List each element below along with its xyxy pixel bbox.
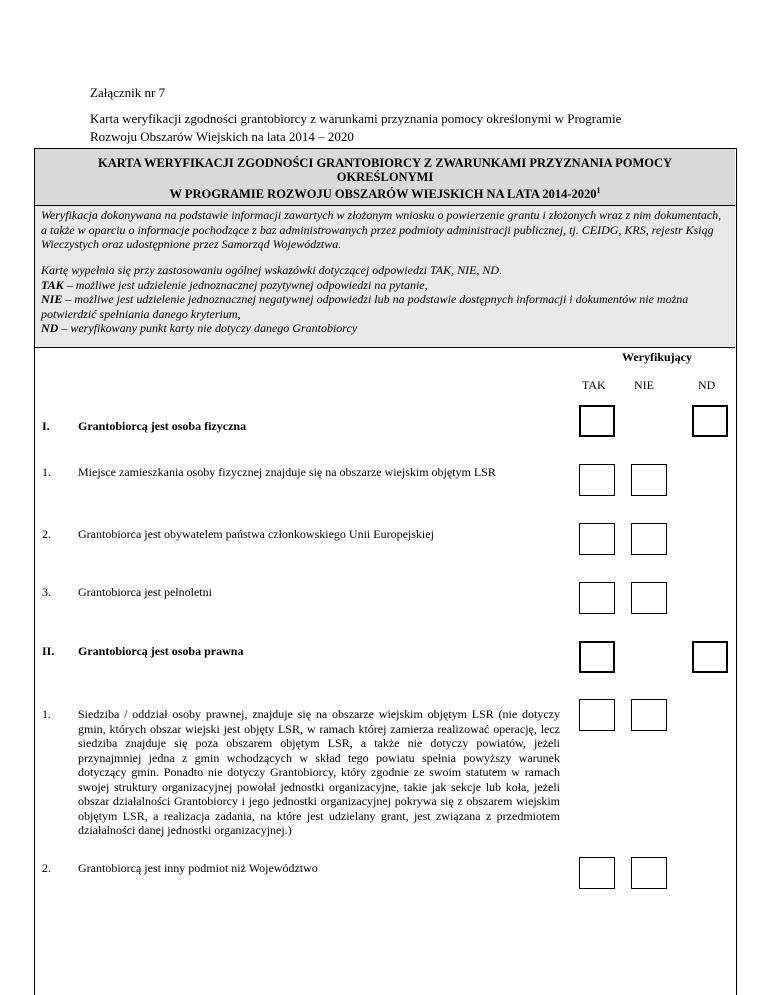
column-nie: NIE — [634, 378, 654, 392]
footnote-mark: 1 — [596, 186, 601, 195]
header-line-2: OKREŚLONYMI — [336, 170, 434, 184]
row-number: 3. — [42, 585, 51, 599]
row-text-1-3: Grantobiorca jest pełnoletni — [78, 585, 212, 599]
nie-term: NIE — [41, 292, 63, 306]
row-number: 2. — [42, 527, 51, 541]
row-text-2-1: Siedziba / oddział osoby prawnej, znajduje się na obszarze wiejskim objętym LSR (nie dotyczy gmin, których obszar wiejski jest objęty LSR, w ramach której zamierza realizować operację, lecz siedziba znajduje się poza obszarem objętym LSR, a także nie dotyczy powiatów, jeżeli przynajmniej jedna z gmin wchodzących w skład tego powiatu spełnia powyższy warunek dotyczący gmin. Ponadto nie dotyczy Grantobiorcy, który zgodnie ze swoim statutem w ramach swojej struktury organizacyjnej powołał jednostki organizacyjne, takie jak sekcje lub koła, jeżeli obszar działalności Grantobiorcy i jego jednostki organizacyjnej pokrywa się z obszarem wiejskim objętym LSR, a realizacja zadania, na które jest udzielany grant, jest związana z przedmiotem działalności danej jednostki organizacyjnej.) — [78, 707, 560, 837]
tak-definition: – możliwe jest udzielenie jednoznacznej pozytywnej odpowiedzi na pytanie, — [63, 277, 428, 292]
checkbox-tak-2-2[interactable] — [579, 857, 615, 889]
row-text-2-2: Grantobiorcą jest inny podmiot niż Województwo — [78, 861, 318, 875]
checkbox-tak-1-3[interactable] — [579, 582, 615, 614]
instructions-box — [35, 206, 735, 348]
checkbox-nie-2-2[interactable] — [631, 857, 667, 889]
subtitle-line-2: Rozwoju Obszarów Wiejskich na lata 2014 – 2020 — [90, 129, 354, 144]
checkbox-nie-1-3[interactable] — [631, 582, 667, 614]
subtitle-line-1: Karta weryfikacji zgodności grantobiorcy z warunkami przyznania pomocy określonymi w Programie — [90, 111, 622, 126]
info-paragraph-1: Weryfikacja dokonywana na podstawie informacji zawartych w złożonym wniosku o powierzenie grantu i złożonych wraz z nim dokumentach, a także w oparciu o informacje pochodzące z baz administrowanych przez podmioty administracji publicznej, tj. CEIDG, KRS, rejestr Ksiąg Wieczystych oraz udostępnione przez Samorząd Województwa. — [41, 208, 722, 251]
checkbox-nie-1-2[interactable] — [631, 523, 667, 555]
checkbox-nie-2-1[interactable] — [631, 699, 667, 731]
row-number: 1. — [42, 707, 51, 721]
row-text-1-1: Miejsce zamieszkania osoby fizycznej znajduje się na obszarze wiejskim objętym LSR — [78, 465, 496, 479]
verifier-column-group: Weryfikujący — [622, 350, 692, 364]
column-nd: ND — [698, 378, 716, 392]
annex-label: Załącznik nr 7 — [90, 85, 166, 100]
checkbox-nd-section-2[interactable] — [692, 641, 728, 673]
checkbox-nie-1-1[interactable] — [631, 464, 667, 496]
checkbox-tak-section-2[interactable] — [579, 641, 615, 673]
row-text-section-2: Grantobiorcą jest osoba prawna — [78, 644, 244, 658]
info-intro: Kartę wypełnia się przy zastosowaniu ogólnej wskazówki dotyczącej odpowiedzi TAK, NIE, ND. — [41, 263, 503, 277]
row-number: 1. — [42, 465, 51, 479]
header-line-3: W PROGRAMIE ROZWOJU OBSZARÓW WIEJSKICH NA LATA 2014-2020$^1$ — [169, 186, 601, 202]
form-header — [35, 149, 735, 206]
row-number: II. — [42, 644, 55, 658]
checkbox-tak-1-2[interactable] — [579, 523, 615, 555]
info-paragraph-2 — [35, 263, 731, 336]
tak-term: TAK — [41, 277, 64, 292]
nie-definition: – możliwe jest udzielenie jednoznacznej negatywnej odpowiedzi lub na podstawie dostępnych informacji i dokumentów nie można potwierdzić spełniania danego kryterium, — [41, 292, 689, 321]
row-number: 2. — [42, 861, 51, 875]
header-line-1: KARTA WERYFIKACJI ZGODNOŚCI GRANTOBIORCY Z ZWARUNKAMI PRZYZNANIA POMOCY — [97, 156, 673, 170]
row-text-1-2: Grantobiorca jest obywatelem państwa członkowskiego Unii Europejskiej — [78, 527, 434, 541]
column-tak: TAK — [582, 378, 606, 392]
row-text-section-1: Grantobiorcą jest osoba fizyczna — [78, 419, 247, 433]
checkbox-tak-2-1[interactable] — [579, 699, 615, 731]
checkbox-tak-section-1[interactable] — [579, 405, 615, 437]
nd-term: ND — [41, 321, 59, 335]
checkbox-nd-section-1[interactable] — [692, 405, 728, 437]
checkbox-tak-1-1[interactable] — [579, 464, 615, 496]
row-number: I. — [42, 419, 50, 433]
nd-definition: – weryfikowany punkt karty nie dotyczy danego Grantobiorcy — [58, 321, 358, 335]
